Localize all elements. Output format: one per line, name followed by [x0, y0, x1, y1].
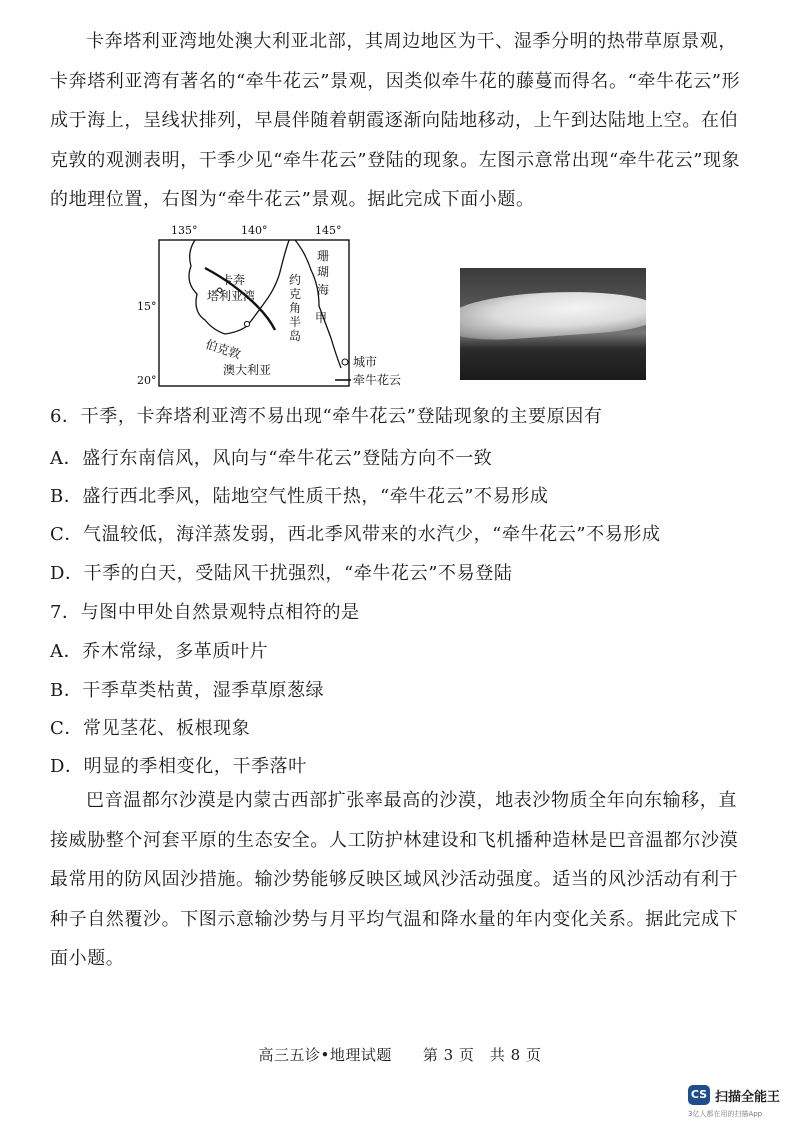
lon-label-140: 140° [241, 224, 268, 237]
town-marker [244, 321, 249, 326]
q7-option-b: B．干季草类枯黄，湿季草原葱绿 [50, 680, 325, 701]
peninsula-char-1: 约 [289, 273, 302, 287]
gulf-label-1: 卡奔 [221, 273, 246, 287]
q7-option-a: A．乔木常绿，多革质叶片 [50, 641, 269, 662]
q6-option-b: B．盛行西北季风，陆地空气性质干热，“牵牛花云”不易形成 [50, 486, 549, 507]
q7-stem: 7．与图中甲处自然景观特点相符的是 [50, 602, 360, 623]
camscanner-logo-icon: CS [688, 1085, 710, 1105]
gulf-label-2: 塔利亚湾 [207, 289, 256, 303]
lat-label-15: 15° [137, 300, 157, 313]
location-map [135, 222, 425, 394]
q6-option-a: A．盛行东南信风，风向与“牵牛花云”登陆方向不一致 [50, 448, 493, 469]
scanner-watermark [688, 1085, 798, 1125]
lat-label-20: 20° [137, 374, 157, 387]
legend-city-icon [342, 359, 348, 365]
peninsula-coastline [247, 240, 289, 326]
sea-char-3: 海 [317, 283, 330, 297]
peninsula-char-5: 岛 [289, 329, 302, 343]
lon-label-145: 145° [315, 224, 342, 237]
page-footer: 高三五诊•地理试题 第 3 页 共 8 页 [258, 1046, 542, 1064]
q7-option-c: C．常见茎花、板根现象 [50, 718, 251, 739]
west-coastline [189, 240, 225, 334]
passage-desert: 巴音温都尔沙漠是内蒙古西部扩张率最高的沙漠，地表沙物质全年向东输移，直接威胁整个河套平原的生态安全。人工防护林建设和飞机播种造林是巴音温都尔沙漠最常用的防风固沙措施。输沙势能够反映区域风沙活动强度。适当的风沙活动有利于种子自然覆沙。下图示意输沙势与月平均气温和降水量的年内变化关系。据此完成下面小题。 [50, 790, 739, 969]
passage-carpentaria: 卡奔塔利亚湾地处澳大利亚北部，其周边地区为干、湿季分明的热带草原景观，卡奔塔利亚湾有著名的“牵牛花云”景观，因类似牵牛花的藤蔓而得名。“牵牛花云”形成于海上，呈线状排列，早晨伴随着朝霞逐渐向陆地移动，上午到达陆地上空。在伯克敦的观测表明，干季少见“牵牛花云”登陆的现象。左图示意常出现“牵牛花云”现象的地理位置，右图为“牵牛花云”景观。据此完成下面小题。 [50, 31, 741, 210]
lon-label-135: 135° [171, 224, 198, 237]
peninsula-char-2: 克 [289, 287, 302, 301]
peninsula-char-3: 角 [289, 301, 302, 315]
sea-char-2: 瑚 [317, 265, 330, 279]
legend-cloud: 牵牛花云 [353, 373, 402, 387]
jia-label: 甲 [315, 311, 328, 325]
country-label: 澳大利亚 [223, 363, 272, 377]
q6-stem: 6．干季，卡奔塔利亚湾不易出现“牵牛花云”登陆现象的主要原因有 [50, 406, 603, 427]
q7-option-d: D．明显的季相变化，干季落叶 [50, 756, 307, 777]
peninsula-char-4: 半 [289, 315, 302, 329]
town-label: 伯克敦 [203, 337, 243, 362]
cloud-roll [460, 285, 646, 344]
q6-option-d: D．干季的白天，受陆风干扰强烈，“牵牛花云”不易登陆 [50, 563, 513, 584]
sea-char-1: 珊 [317, 249, 330, 263]
watermark-name: 扫描全能王 [715, 1090, 781, 1105]
watermark-subtitle: 3亿人都在用的扫描App [688, 1110, 763, 1118]
legend-city: 城市 [353, 355, 378, 369]
morning-glory-photo [460, 268, 646, 380]
q6-option-c: C．气温较低，海洋蒸发弱，西北季风带来的水汽少，“牵牛花云”不易形成 [50, 524, 661, 545]
south-coastline [225, 326, 247, 334]
